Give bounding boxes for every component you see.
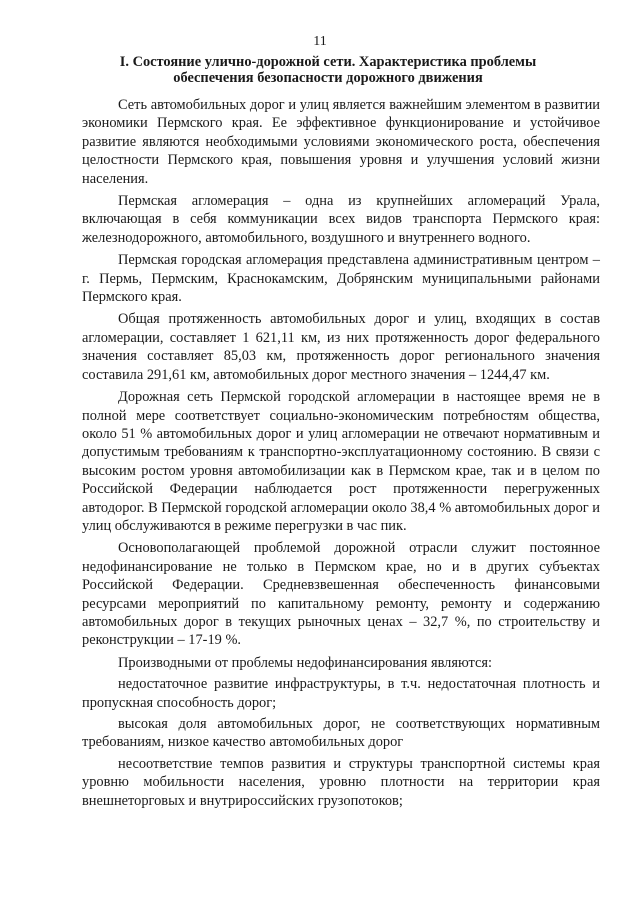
section-heading-line-2: обеспечения безопасности дорожного движения [173,70,483,86]
paragraph-city-agglomeration: Пермская городская агломерация представлена административным центром – г. Пермь, Пермским, Краснокамским, Добрянским муниципальными районами Пермского края. [82,252,600,306]
list-item-transport-mismatch: несоответствие темпов развития и структуры транспортной системы края уровню мобильности населения, уровню плотности на территории края внешнеторговых и внутрироссийских грузопотоков; [82,755,600,809]
list-item-road-quality: высокая доля автомобильных дорог, не соответствующих нормативным требованиям, низкое качество автомобильных дорог [82,716,600,751]
paragraph-agglomeration: Пермская агломерация – одна из крупнейших агломераций Урала, включающая в себя коммуникации всех видов транспорта Пермского края: железнодорожного, автомобильного, воздушного и внутреннего водного. [82,193,600,246]
list-item-infrastructure: недостаточное развитие инфраструктуры, в т.ч. недостаточная плотность и пропускная способность дорог; [82,676,600,711]
paragraph-road-condition: Дорожная сеть Пермской городской агломерации в настоящее время не в полной мере соответствует социально-экономическим потребностям общества, около 51 % автомобильных дорог и улиц агломерации не отвечают нормативным и допустимым требованиям к транспортно-эксплуатационному состоянию. В связи с высоким ростом уровня автомобилизации как в Пермском крае, так и в целом по Российской Федерации наблюдается рост протяженности перегруженных автодорог. В Пермской городской агломерации около 38,4 % автомобильных дорог и улиц обслуживаются в режиме перегрузки в час пик. [82,389,600,534]
paragraph-derivatives-intro: Производными от проблемы недофинансирования являются: [118,654,493,671]
body-text [82,96,600,813]
paragraph-road-network: Сеть автомобильных дорог и улиц является важнейшим элементом в развитии экономики Пермского края. Ее эффективное функционирование и устойчивое развитие являются необходимыми условиями экономического роста, обеспечения целостности Пермского края, повышения уровня и улучшения условий жизни населения. [82,97,600,187]
paragraph-underfunding: Основополагающей проблемой дорожной отрасли служит постоянное недофинансирование не только в Пермском крае, но и в других субъектах Российской Федерации. Средневзвешенная обеспеченность финансовыми ресурсами мероприятий по капитальному ремонту, ремонту и содержанию автомобильных дорог в текущих рыночных ценах – 32,7 %, по строительству и реконструкции – 17-19 %. [82,540,600,649]
paragraph-total-length: Общая протяженность автомобильных дорог и улиц, входящих в состав агломерации, составляет 1 621,11 км, из них протяженность дорог федерального значения составляет 85,03 км, протяженность дорог регионального значения составила 291,61 км, автомобильных дорог местного значения – 1244,47 км. [82,311,600,383]
section-heading-line-1: I. Состояние улично-дорожной сети. Характеристика проблемы [119,54,537,70]
section-heading [100,54,556,86]
page-number: 11 [313,34,327,49]
